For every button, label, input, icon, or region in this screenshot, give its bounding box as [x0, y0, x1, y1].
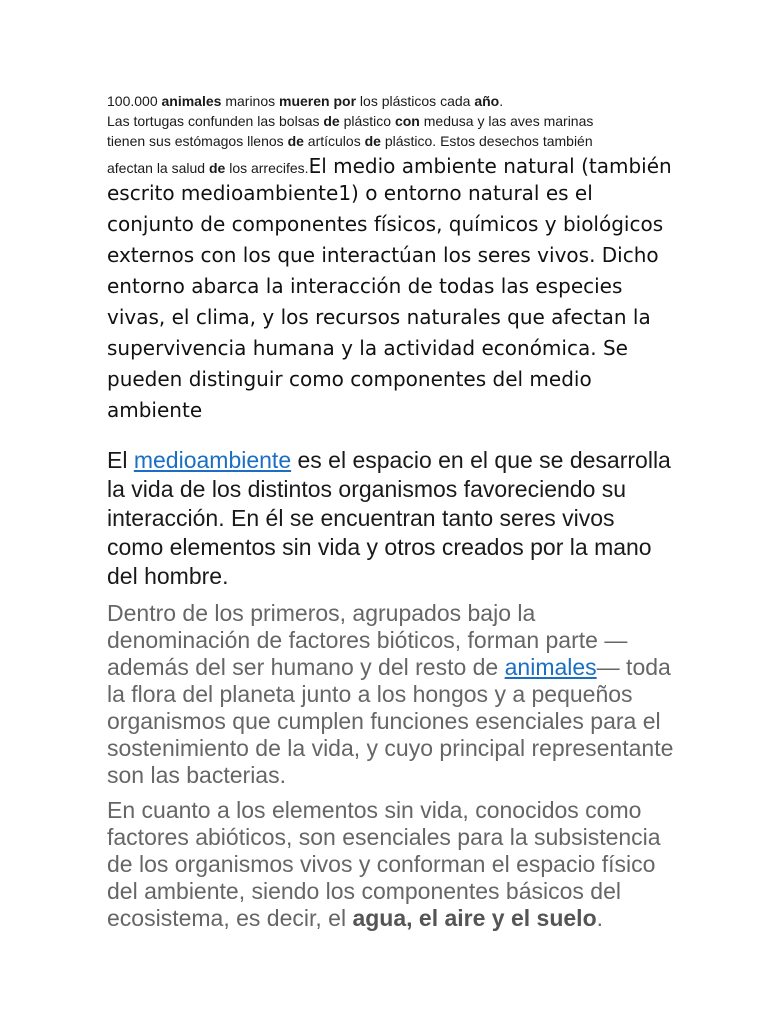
intro-line-2 — [107, 111, 667, 131]
intro-bold: de — [208, 160, 226, 176]
big-text-continuation: escrito medioambiente1) o entorno natural es el conjunto de componentes físicos, químicos y biológicos externos con los que interactúan los seres vivos. Dicho entorno abarca la interacción de todas las especies vivas, el clima, y los recursos naturales que afectan la supervivencia humana y la actividad económica. Se pueden distinguir como componentes del medio ambiente — [107, 181, 664, 422]
para-text: — toda la flora del planeta junto a los hongos y a pequeños organismos que cumplen funciones esenciales para el sostenimiento de la vida, y cuyo principal representante son las bacterias. — [107, 654, 674, 788]
paragraph-factores-abioticos — [107, 797, 677, 932]
paragraph-factores-bioticos — [107, 600, 677, 789]
intro-bold: de — [364, 133, 381, 149]
intro-bold: con — [394, 113, 420, 129]
intro-text: tienen sus estómagos llenos — [107, 133, 288, 149]
para-text: es el espacio en el que se desarrolla la vida de los distintos organismos favoreciendo su interacción. En él se encuentran tanto seres vivos como elementos sin vida y otros creados por la mano del hombre. — [107, 447, 671, 589]
intro-text: 100.000 — [107, 93, 158, 109]
para-bold: agua, el aire y el suelo — [352, 905, 597, 931]
intro-text: artículos — [303, 133, 365, 149]
intro-bold: mueren por — [279, 93, 357, 109]
intro-text: afectan la salud — [107, 160, 209, 176]
medioambiente-link[interactable]: medioambiente — [133, 447, 292, 473]
animales-link[interactable]: animales — [504, 654, 597, 680]
para-text: En cuanto a los elementos sin vida, conocidos como factores abióticos, son esenciales para la subsistencia de los organismos vivos y conforman el espacio físico del ambiente, siendo los componentes básicos del ecosistema, es decir, el — [107, 797, 661, 931]
para-text: Dentro de los primeros, agrupados bajo la denominación de factores bióticos, forman parte —además del ser humano y del resto de — [107, 600, 628, 680]
intro-text: . — [499, 93, 504, 109]
big-text-start: El medio ambiente natural (también — [308, 154, 672, 178]
intro-text: los arrecifes. — [225, 160, 309, 176]
intro-text: Las tortugas confunden las bolsas — [107, 113, 324, 129]
intro-bold: animales — [161, 93, 222, 109]
intro-block — [107, 91, 672, 184]
intro-bold: de — [323, 113, 340, 129]
intro-bold: de — [287, 133, 304, 149]
paragraph-medioambiente — [107, 446, 677, 591]
intro-text: plástico. Estos desechos también — [380, 133, 593, 149]
intro-line-1 — [107, 91, 667, 111]
para-text: El — [107, 447, 134, 473]
intro-text: plástico — [339, 113, 395, 129]
intro-bold: año — [474, 93, 500, 109]
para-text: . — [596, 905, 604, 931]
intro-text: marinos — [221, 93, 280, 109]
intro-text: medusa y las aves marinas — [419, 113, 594, 129]
intro-text: los plásticos cada — [356, 93, 475, 109]
intro-line-3 — [107, 131, 667, 151]
